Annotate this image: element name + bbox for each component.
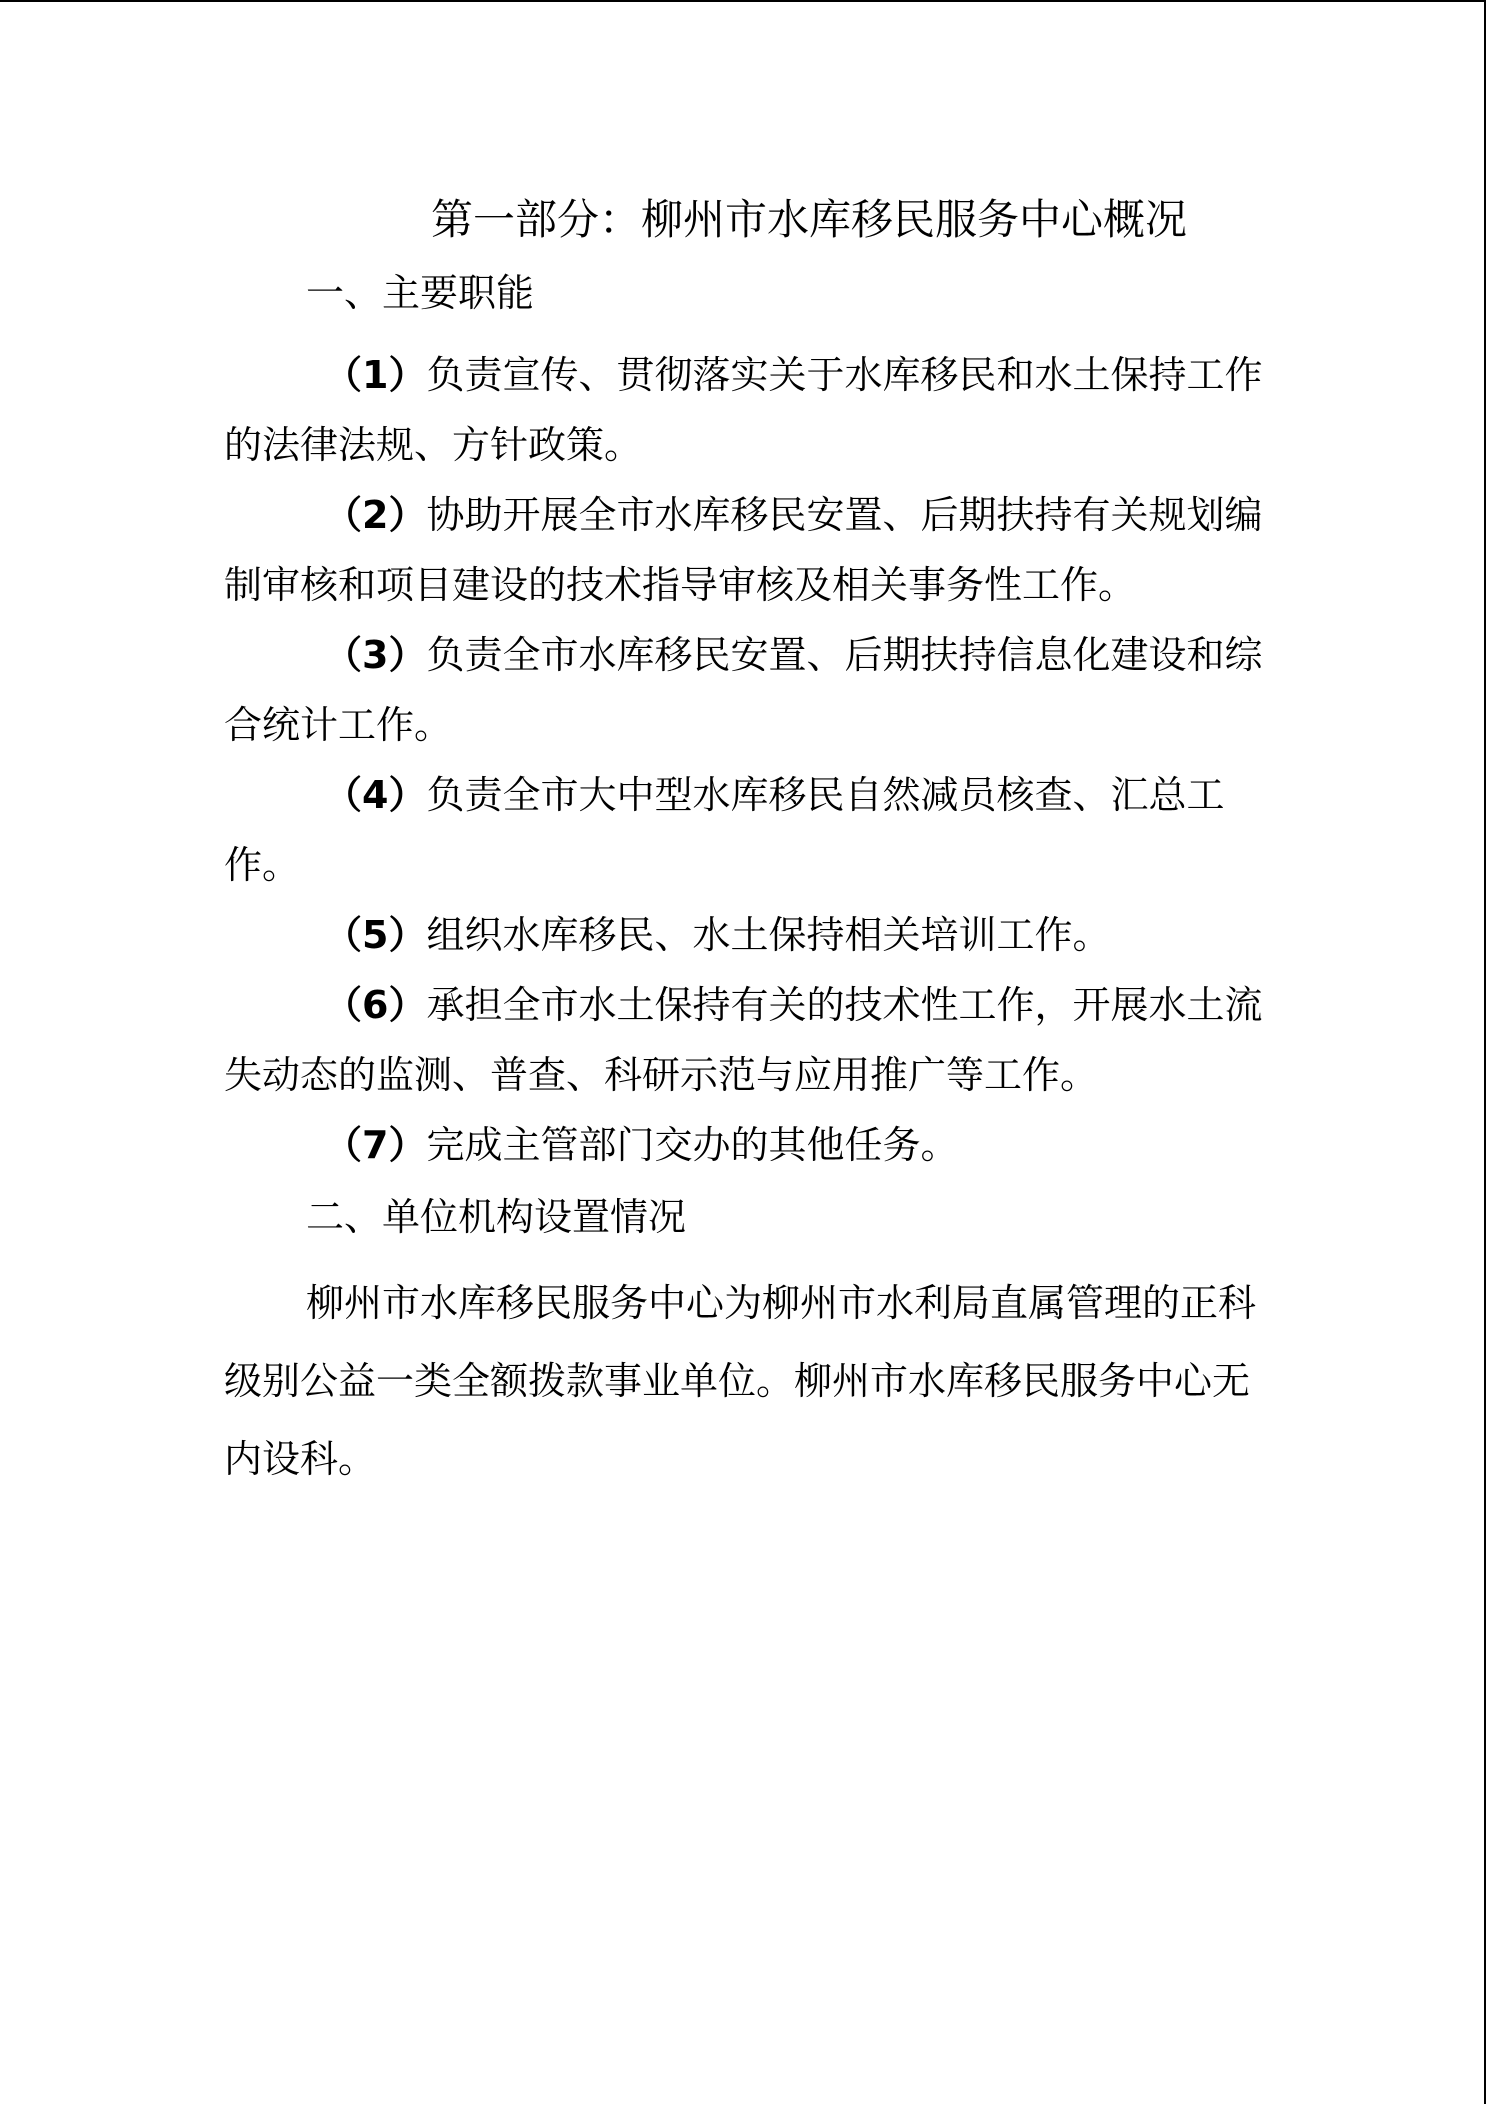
item-text: 承担全市水土保持有关的技术性工作，开展水土流失动态的监测、普查、科研示范与应用推广等工作。: [224, 983, 1263, 1097]
list-item: [224, 480, 1264, 620]
list-item: [224, 900, 1264, 970]
list-item: [224, 760, 1264, 900]
item-text: 完成主管部门交办的其他任务。: [426, 1123, 959, 1167]
item-number: （2）: [324, 493, 427, 537]
list-item: [224, 340, 1264, 480]
document-body: [224, 188, 1264, 1498]
item-text: 负责全市水库移民安置、后期扶持信息化建设和综合统计工作。: [224, 633, 1263, 747]
item-text: 负责宣传、贯彻落实关于水库移民和水土保持工作的法律法规、方针政策。: [224, 353, 1263, 467]
section-heading-main-functions: 一、主要职能: [306, 271, 535, 315]
section-heading-org-structure: 二、单位机构设置情况: [306, 1195, 687, 1239]
list-item: [224, 970, 1264, 1110]
list-item: [224, 1110, 1264, 1180]
item-text: 组织水库移民、水土保持相关培训工作。: [426, 913, 1111, 957]
item-number: （1）: [324, 353, 427, 397]
org-structure-paragraph: 柳州市水库移民服务中心为柳州市水利局直属管理的正科级别公益一类全额拨款事业单位。柳州市水库移民服务中心无内设科。: [224, 1281, 1257, 1481]
item-number: （5）: [324, 913, 427, 957]
item-number: （4）: [324, 773, 427, 817]
functions-list: [224, 340, 1264, 1180]
item-number: （6）: [324, 983, 427, 1027]
item-text: 负责全市大中型水库移民自然减员核查、汇总工作。: [224, 773, 1225, 887]
list-item: [224, 620, 1264, 760]
item-number: （7）: [324, 1123, 427, 1167]
item-text: 协助开展全市水库移民安置、后期扶持有关规划编制审核和项目建设的技术指导审核及相关事务性工作。: [224, 493, 1263, 607]
item-number: （3）: [324, 633, 427, 677]
page-title: 第一部分：柳州市水库移民服务中心概况: [430, 195, 1187, 244]
